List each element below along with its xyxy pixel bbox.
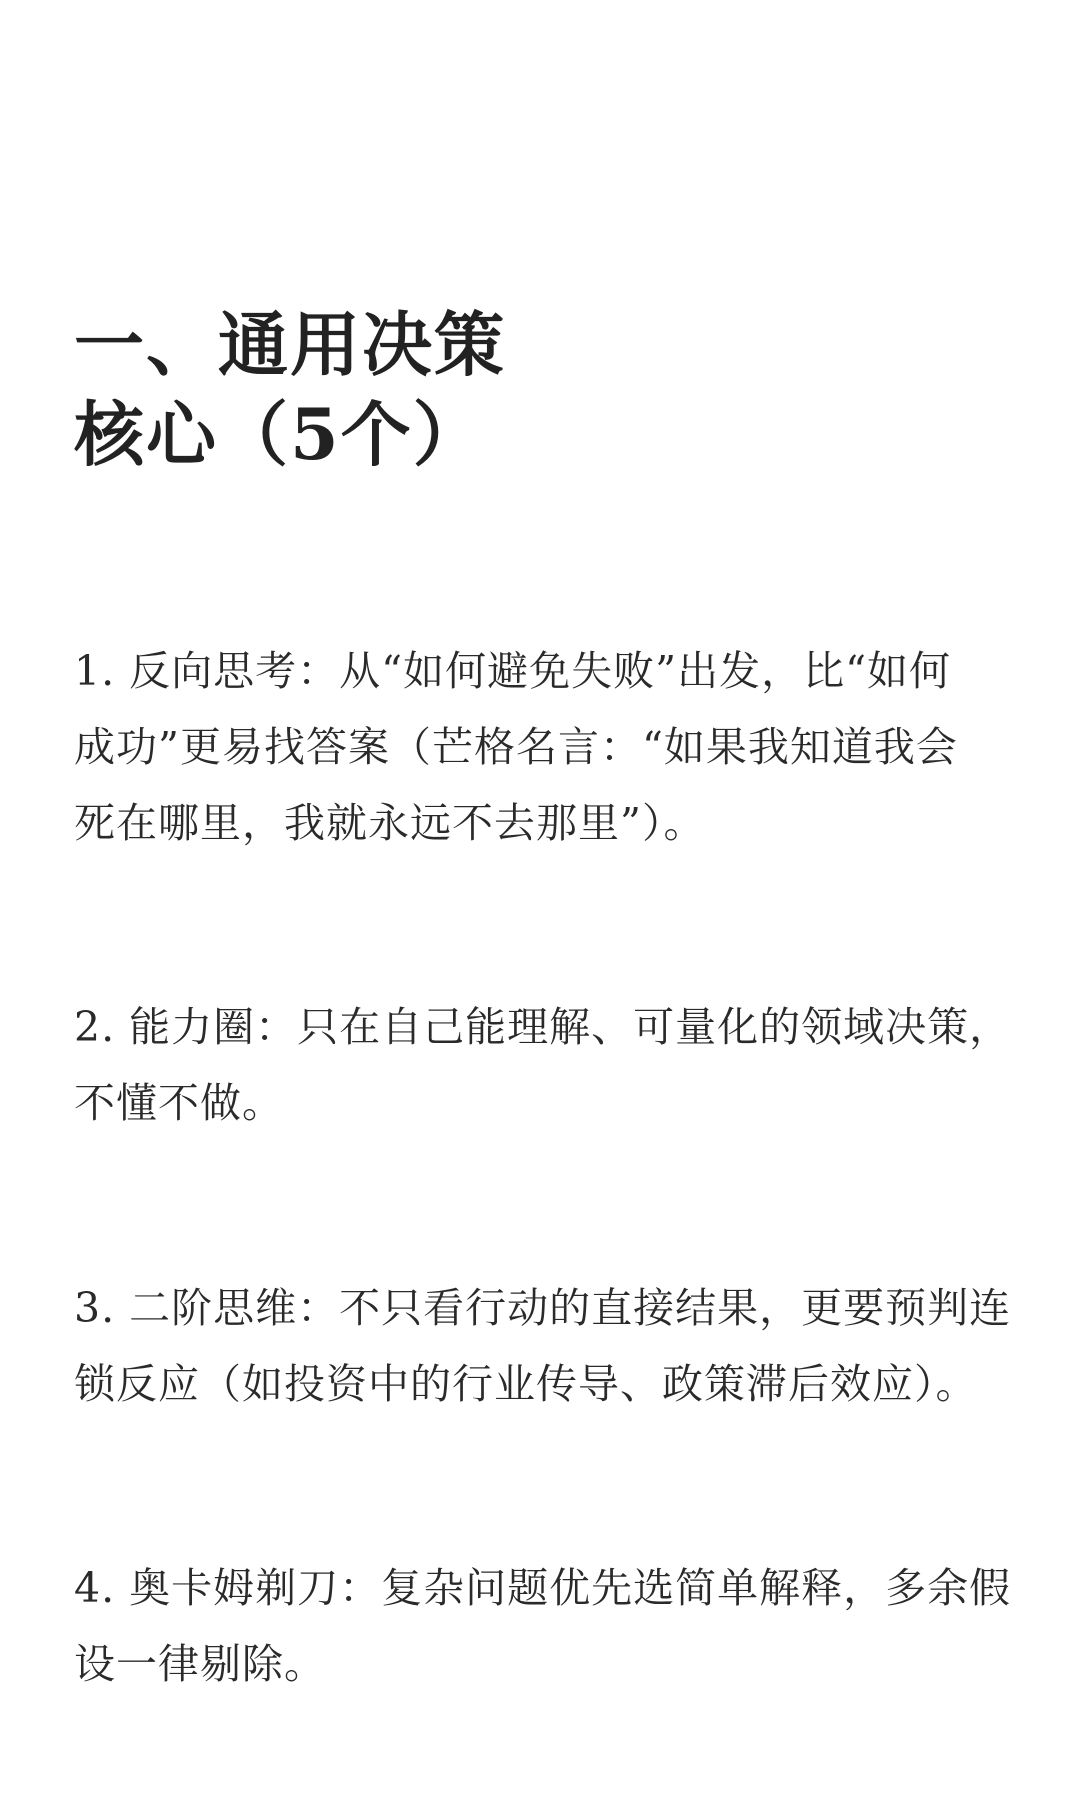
principle-item-line: 设一律剔除。 xyxy=(74,1640,326,1688)
principle-item-circle-of-competence xyxy=(74,989,1014,1141)
section-title-line-1: 一、通用决策 xyxy=(74,303,506,386)
principle-item-line: 1. 反向思考：从“如何避免失败”出发，比“如何 xyxy=(74,647,952,695)
principle-item-occams-razor xyxy=(74,1550,1014,1702)
section-title-line-2: 核心（5个） xyxy=(74,393,485,476)
principle-item-second-order-thinking xyxy=(74,1270,1014,1422)
principle-item-line: 3. 二阶思维：不只看行动的直接结果，更要预判连 xyxy=(74,1284,1012,1332)
principle-item-line: 死在哪里，我就永远不去那里”）。 xyxy=(74,799,706,847)
section-title xyxy=(74,300,506,480)
principle-item-line: 2. 能力圈：只在自己能理解、可量化的领域决策， xyxy=(74,1003,1012,1051)
principle-item-line: 成功”更易找答案（芒格名言：“如果我知道我会 xyxy=(74,723,958,771)
principle-item-line: 4. 奥卡姆剃刀：复杂问题优先选简单解释，多余假 xyxy=(74,1564,1012,1612)
principle-item-line: 锁反应（如投资中的行业传导、政策滞后效应）。 xyxy=(74,1360,978,1408)
principle-item-reverse-thinking xyxy=(74,633,1014,861)
principle-item-line: 不懂不做。 xyxy=(74,1079,284,1127)
